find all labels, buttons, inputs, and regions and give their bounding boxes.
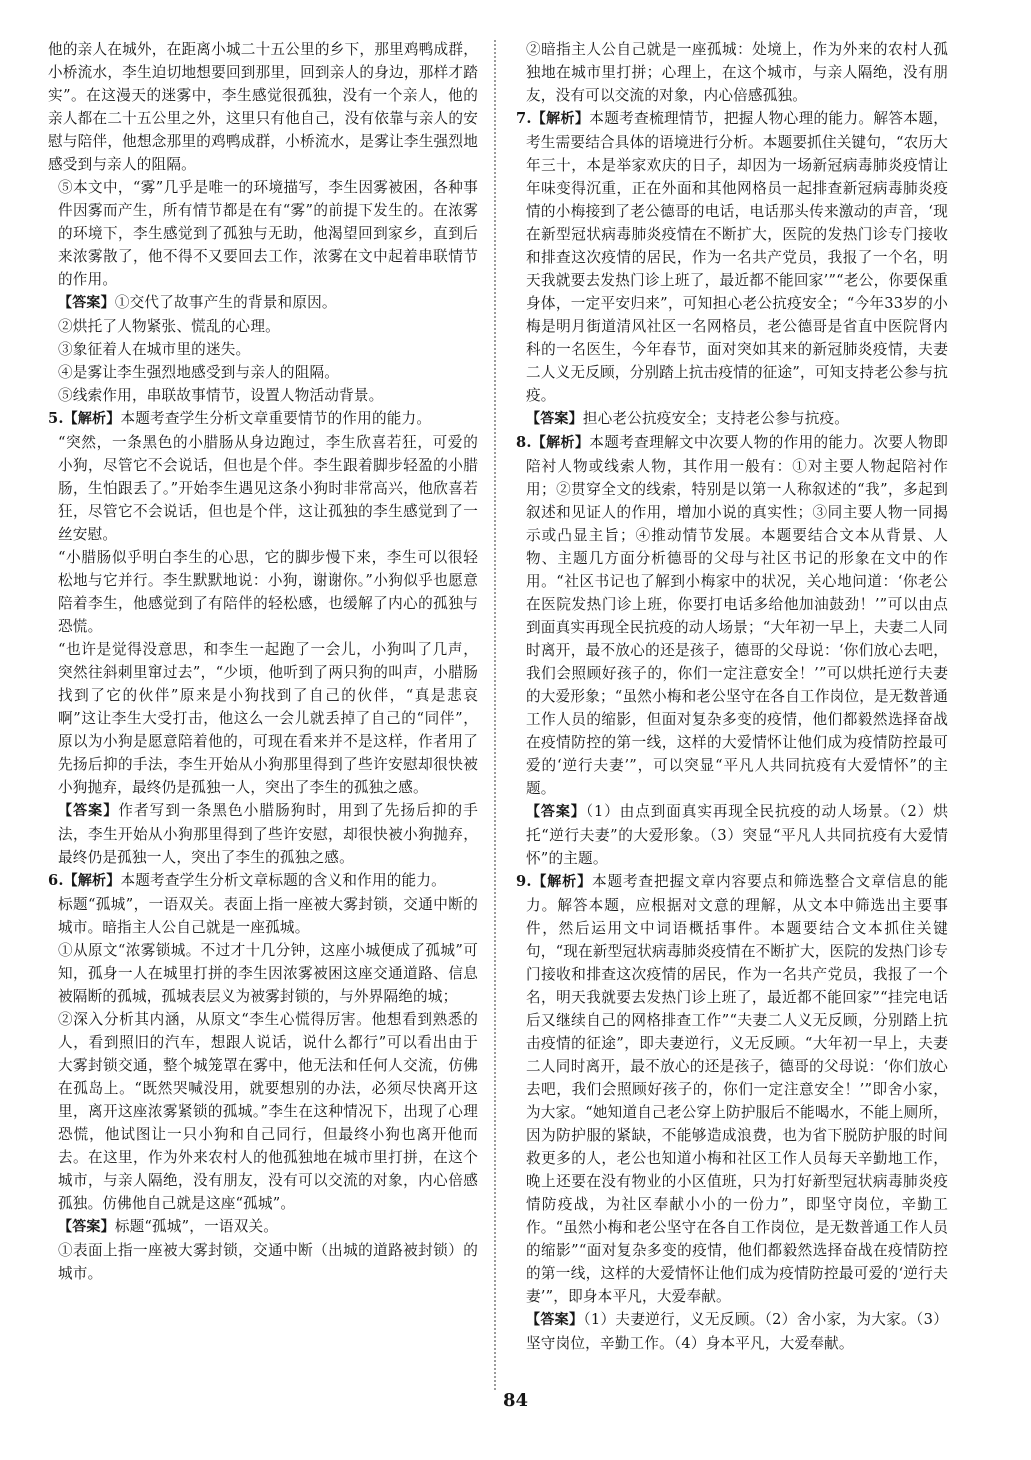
q8-answer bbox=[516, 800, 948, 870]
q9-analysis-text: 本题考查把握文章内容要点和筛选整合文章信息的能力。解答本题，应根据对文意的理解，从文本中筛选出主要事件，然后运用文中词语概括事件。本题要结合文本抓住关键句，“现在新型冠状病毒肺炎疫情在不断扩大，医院的发热门诊专门接收和排查这次疫情的居民，作为一名共产党员，我报了一个名，明天我就要去发热门诊上班了，最近都不能回家”“挂完电话后又继续自己的网格排查工作”“夫妻二人义无反顾，分别踏上抗击疫情的征途”，即夫妻逆行，义无反顾。“大年初一早上，夫妻二人同时离开，最不放心的还是孩子，德哥的父母说：‘你们放心去吧，我们会照顾好孩子的，你们一定注意安全！’”即舍小家，为大家。“她知道自己老公穿上防护服后不能喝水，不能上厕所，因为防护服的紧缺，不能够造成浪费，也为省下脱防护服的时间救更多的人，老公也知道小梅和社区工作人员每天辛勤地工作，晚上还要在没有物业的小区值班，只为打好新型冠状病毒肺炎疫情防疫战，为社区奉献小小的一份力”，即坚守岗位，辛勤工作。“虽然小梅和老公坚守在各自工作岗位，是无数普通工作人员的缩影”“面对复杂多变的疫情，他们都毅然选择奋战在疫情防控的第一线，这样的大爱情怀让他们成为疫情防控最可爱的‘逆行夫妻’”，即身本平凡，大爱奉献。 bbox=[526, 873, 948, 1305]
question-number: 9. bbox=[516, 873, 532, 890]
question-number: 8. bbox=[516, 434, 532, 451]
analysis-tag: 【解析】 bbox=[531, 435, 590, 451]
q6-paragraph-2: ①从原文“浓雾锁城。不过才十几分钟，这座小城便成了孤城”可知，孤身一人在城里打拼的李生因浓雾被困这座交通道路、信息被隔断的孤城，孤城表层义为被雾封锁的，与外界隔绝的城； bbox=[58, 942, 478, 1005]
q5-heading bbox=[48, 407, 478, 431]
column-divider bbox=[494, 40, 496, 1390]
q7-analysis-text: 本题考查梳理情节，把握人物心理的能力。解答本题，考生需要结合具体的语境进行分析。本题要抓住关键句，“农历大年三十，本是举家欢庆的日子，却因为一场新冠病毒肺炎疫情让年味变得沉重，正在外面和其他网格员一起排查新冠病毒肺炎疫情的小梅接到了老公德哥的电话，电话那头传来激动的声音，‘现在新型冠状病毒肺炎疫情在不断扩大，医院的发热门诊专门接收和排查这次疫情的居民，作为一名共产党员，我报了一个名，明天我就要去发热门诊上班了，最近都不能回家’”“老公，你要保重身体，一定平安归来”，可知担心老公抗疫安全；“今年33岁的小梅是明月街道清风社区一名网格员，老公德哥是省直中医院肾内科的一名医生，今年春节，面对突如其来的新冠肺炎疫情，夫妻二人义无反顾，分别踏上抗击疫情的征途”，可知支持老公参与抗疫。 bbox=[526, 110, 948, 404]
q6-answer-point-1: ①表面上指一座被大雾封锁，交通中断（出城的道路被封锁）的城市。 bbox=[58, 1242, 478, 1282]
question-number: 5. bbox=[48, 410, 64, 427]
q8-answer-text: （1）由点到面真实再现全民抗疫的动人场景。（2）烘托“逆行夫妻”的大爱形象。（3）突显“平凡人共同抗疫有大爱情怀”的主题。 bbox=[526, 803, 948, 867]
q8-analysis bbox=[516, 431, 948, 800]
answer-tag: 【答案】 bbox=[58, 803, 119, 819]
analysis-tag: 【解析】 bbox=[531, 874, 593, 890]
q6-answer bbox=[48, 1215, 478, 1239]
q5-answer bbox=[48, 799, 478, 869]
answer-tag: 【答案】 bbox=[526, 411, 583, 427]
q5-answer-text: 作者写到一条黑色小腊肠狗时，用到了先扬后抑的手法，李生开始从小狗那里得到了些许安慰，却很快被小狗抛弃，最终仍是孤独一人，突出了李生的孤独之感。 bbox=[58, 802, 478, 866]
q5-intro: 本题考查学生分析文章重要情节的作用的能力。 bbox=[120, 410, 432, 427]
q4-answer-item-1: ①交代了故事产生的背景和原因。 bbox=[114, 294, 337, 311]
answer-tag: 【答案】 bbox=[526, 1312, 584, 1328]
q6-paragraph-3: ②深入分析其内涵，从原文“李生心慌得厉害。他想看到熟悉的人，看到照旧的汽车，想跟人说话，说什么都行”可以看出由于大雾封锁交通，整个城笼罩在雾中，他无法和任何人交流，仿佛在孤岛上。“既然哭喊没用，就要想别的办法，必须尽快离开这里，离开这座浓雾紧锁的孤城。”李生在这种情况下，出现了心理恐慌，他试图让一只小狗和自己同行，但最终小狗也离开他而去。在这里，作为外来农村人的他孤独地在城市里打拼，在这个城市，与亲人隔绝，没有朋友，没有可以交流的对象，内心倍感孤独。仿佛他自己就是这座“孤城”。 bbox=[58, 1011, 478, 1212]
q8-analysis-text: 本题考查理解文中次要人物的作用的能力。次要人物即陪衬人物或线索人物，其作用一般有：①对主要人物起陪衬作用；②贯穿全文的线索，特别是以第一人称叙述的“我”，多起到叙述和见证人的作用，增加小说的真实性；③同主要人物一同揭示或凸显主旨；④推动情节发展。本题要结合文本从背景、人物、主题几方面分析德哥的父母与社区书记的形象在文中的作用。“社区书记也了解到小梅家中的状况，关心地问道：‘你老公在医院发热门诊上班，你要打电话多给他加油鼓劲！’”可以由点到面真实再现全民抗疫的动人场景；“大年初一早上，夫妻二人同时离开，最不放心的还是孩子，德哥的父母说：‘你们放心去吧，我们会照顾好孩子的，你们一定注意安全！’”可以烘托逆行夫妻的大爱形象；“虽然小梅和老公坚守在各自工作岗位，是无数普通工作人员的缩影，但面对复杂多变的疫情，他们都毅然选择奋战在疫情防控的第一线，这样的大爱情怀让他们成为疫情防控最可爱的‘逆行夫妻’”，可以突显“平凡人共同抗疫有大爱情怀”的主题。 bbox=[526, 434, 948, 797]
question-number: 6. bbox=[48, 872, 64, 889]
q4-analysis-continued: 他的亲人在城外，在距离小城二十五公里的乡下，那里鸡鸭成群，小桥流水，李生迫切地想要回到那里，回到亲人的身边，那样才踏实”。在这漫天的迷雾中，李生感觉很孤独，没有一个亲人，他的亲人都在二十五公里之外，这里只有他自己，没有依靠与亲人的安慰与陪伴，他想念那里的鸡鸭成群，小桥流水，是雾让李生强烈地感受到与亲人的阻隔。 bbox=[48, 41, 478, 173]
page-number: 84 bbox=[502, 1390, 529, 1411]
q7-answer bbox=[516, 407, 948, 431]
q9-answer bbox=[516, 1308, 948, 1355]
right-column bbox=[516, 38, 948, 1355]
q7-answer-text: 担心老公抗疫安全；支持老公参与抗疫。 bbox=[582, 410, 850, 427]
q4-answer-item-4: ④是雾让李生强烈地感受到与亲人的阻隔。 bbox=[58, 364, 340, 381]
q6-heading bbox=[48, 869, 478, 893]
q4-answer-item-5: ⑤线索作用，串联故事情节，设置人物活动背景。 bbox=[58, 387, 384, 404]
q4-answer bbox=[48, 291, 478, 315]
analysis-tag: 【解析】 bbox=[63, 411, 121, 427]
q5-paragraph-2: “小腊肠似乎明白李生的心思，它的脚步慢下来，李生可以很轻松地与它并行。李生默默地说：小狗，谢谢你。”小狗似乎也愿意陪着李生，他感觉到了有陪伴的轻松感，也缓解了内心的孤独与恐慌。 bbox=[58, 549, 478, 635]
q4-point-5: ⑤本文中，“雾”几乎是唯一的环境描写，李生因雾被困，各种事件因雾而产生，所有情节都是在有“雾”的前提下发生的。在浓雾的环境下，李生感觉到了孤独与无助，他渴望回到家乡，直到后来浓雾散了，他不得不又要回去工作，浓雾在文中起着串联情节的作用。 bbox=[58, 179, 478, 288]
q9-analysis bbox=[516, 870, 948, 1308]
answer-tag: 【答案】 bbox=[58, 1219, 115, 1235]
q6-answer-head: 标题“孤城”，一语双关。 bbox=[114, 1218, 279, 1235]
q7-analysis bbox=[516, 107, 948, 407]
analysis-tag: 【解析】 bbox=[63, 873, 121, 889]
q9-answer-text: （1）夫妻逆行，义无反顾。（2）舍小家，为大家。（3）坚守岗位，辛勤工作。（4）身本平凡，大爱奉献。 bbox=[526, 1311, 948, 1352]
left-column bbox=[48, 38, 478, 1285]
q6-paragraph-1: 标题“孤城”，一语双关。表面上指一座被大雾封锁，交通中断的城市。暗指主人公自己就是一座孤城。 bbox=[58, 896, 478, 936]
analysis-tag: 【解析】 bbox=[531, 111, 590, 127]
q6-answer-point-2: ②暗指主人公自己就是一座孤城：处境上，作为外来的农村人孤独地在城市里打拼；心理上，在这个城市，与亲人隔绝，没有朋友，没有可以交流的对象，内心倍感孤独。 bbox=[526, 41, 948, 104]
q5-paragraph-3: “也许是觉得没意思，和李生一起跑了一会儿，小狗叫了几声，突然往斜刺里窜过去”，“少顷，他听到了两只狗的叫声，小腊肠找到了它的伙伴”原来是小狗找到了自己的伙伴，“真是悲哀啊”这让李生大受打击，他这么一会儿就丢掉了自己的“同伴”，原以为小狗是愿意陪着他的，可现在看来并不是这样，作者用了先扬后抑的手法，李生开始从小狗那里得到了些许安慰却很快被小狗抛弃，最终仍是孤独一人，突出了李生的孤独之感。 bbox=[58, 641, 478, 796]
q5-paragraph-1: “突然，一条黑色的小腊肠从身边跑过，李生欣喜若狂，可爱的小狗，尽管它不会说话，但也是个伴。李生跟着脚步轻盈的小腊肠，生怕跟丢了。”开始李生遇见这条小狗时非常高兴，他欣喜若狂，尽管它不会说话，但也是个伴，这让孤独的李生感觉到了一丝安慰。 bbox=[58, 434, 478, 543]
answer-tag: 【答案】 bbox=[58, 295, 115, 311]
q4-answer-item-2: ②烘托了人物紧张、慌乱的心理。 bbox=[58, 318, 280, 335]
answer-tag: 【答案】 bbox=[526, 804, 586, 820]
q6-intro: 本题考查学生分析文章标题的含义和作用的能力。 bbox=[120, 872, 446, 889]
question-number: 7. bbox=[516, 110, 532, 127]
q4-answer-item-3: ③象征着人在城市里的迷失。 bbox=[58, 341, 251, 358]
